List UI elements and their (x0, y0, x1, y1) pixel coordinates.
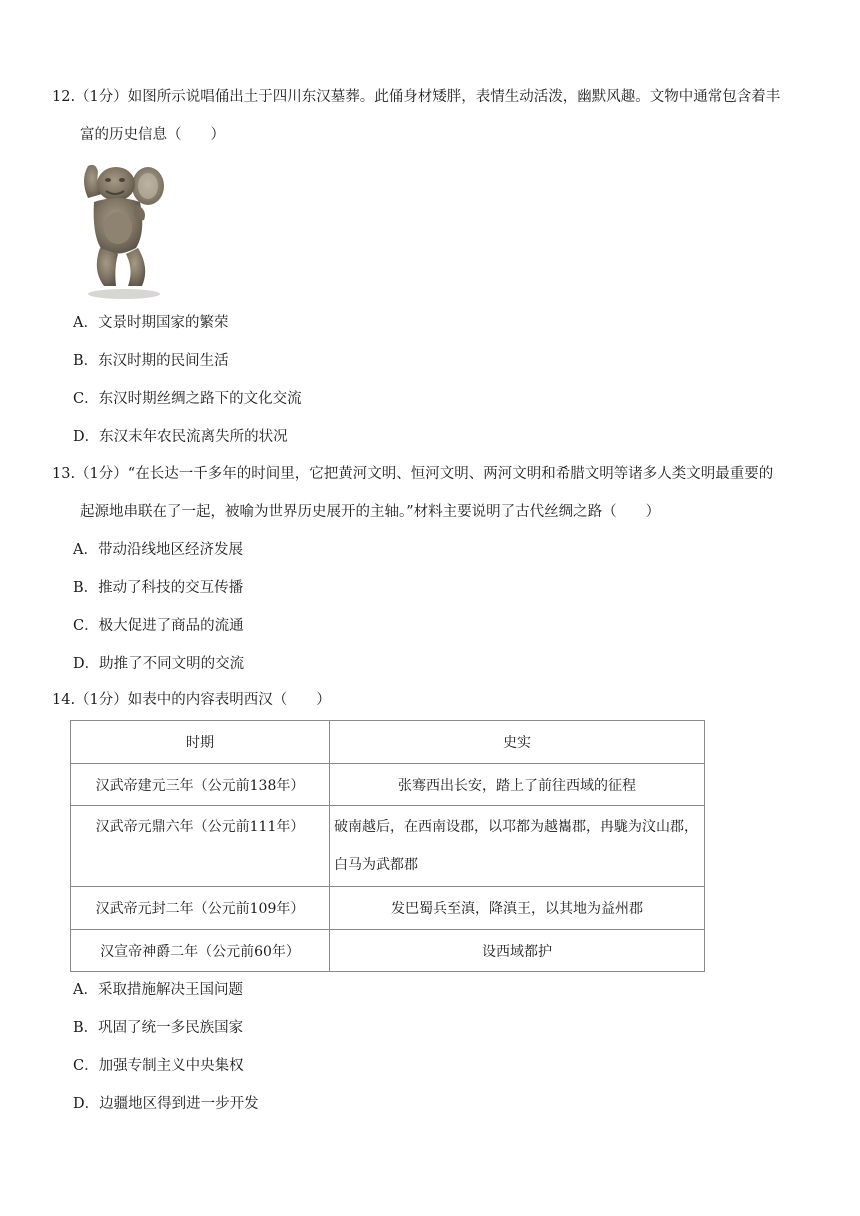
table-cell-period: 汉武帝建元三年（公元前138年） (71, 764, 330, 806)
question-12-option-b[interactable]: B．东汉时期的民间生活 (73, 353, 229, 369)
question-12-stem-line1: 12.（1分）如图所示说唱俑出土于四川东汉墓葬。此俑身材矮胖，表情生动活泼，幽默风趣。文物中通常包含着丰 (52, 89, 781, 105)
question-14-option-c[interactable]: C．加强专制主义中央集权 (73, 1058, 244, 1074)
question-14-stem: 14.（1分）如表中的内容表明西汉（ ） (52, 692, 331, 708)
question-14 (52, 681, 812, 719)
question-12-option-c[interactable]: C．东汉时期丝绸之路下的文化交流 (73, 391, 302, 407)
question-12-stem-line2: 富的历史信息（ ） (80, 127, 225, 143)
table-cell-fact: 发巴蜀兵至滇，降滇王，以其地为益州郡 (330, 887, 705, 930)
question-13 (52, 455, 812, 531)
table-row (71, 887, 705, 930)
table-cell-fact: 设西域都护 (330, 930, 705, 972)
history-facts-table (70, 720, 705, 972)
table-header-facts: 史实 (330, 721, 705, 764)
question-13-option-a[interactable]: A．带动沿线地区经济发展 (73, 542, 243, 558)
table-cell-period: 汉武帝元封二年（公元前109年） (71, 887, 330, 930)
question-13-stem-line2: 起源地串联在了一起，被喻为世界历史展开的主轴。”材料主要说明了古代丝绸之路（ ） (80, 504, 661, 520)
table-cell-period: 汉宣帝神爵二年（公元前60年） (71, 930, 330, 972)
table-header-row (71, 721, 705, 764)
question-12-option-a[interactable]: A．文景时期国家的繁荣 (73, 315, 229, 331)
question-13-stem-line1: 13.（1分）“在长达一千多年的时间里，它把黄河文明、恒河文明、两河文明和希腊文明等诸多人类文明最重要的 (52, 466, 774, 482)
table-row (71, 806, 705, 887)
question-13-option-d[interactable]: D．助推了不同文明的交流 (73, 656, 245, 672)
question-13-option-b[interactable]: B．推动了科技的交互传播 (73, 580, 244, 596)
question-14-option-b[interactable]: B．巩固了统一多民族国家 (73, 1020, 244, 1036)
question-14-option-d[interactable]: D．边疆地区得到进一步开发 (73, 1096, 259, 1112)
question-14-option-a[interactable]: A．采取措施解决王国问题 (73, 982, 243, 998)
table-cell-fact: 破南越后，在西南设郡，以邛都为越巂郡，冉駹为汶山郡，白马为武都郡 (330, 806, 705, 887)
table-cell-fact: 张骞西出长安，踏上了前往西域的征程 (330, 764, 705, 806)
storyteller-figurine-image (74, 158, 170, 300)
question-12 (52, 78, 812, 154)
question-12-option-d[interactable]: D．东汉末年农民流离失所的状况 (73, 429, 288, 445)
table-row (71, 930, 705, 972)
table-header-period: 时期 (71, 721, 330, 764)
table-cell-period: 汉武帝元鼎六年（公元前111年） (71, 806, 330, 887)
question-13-option-c[interactable]: C．极大促进了商品的流通 (73, 618, 244, 634)
table-row (71, 764, 705, 806)
